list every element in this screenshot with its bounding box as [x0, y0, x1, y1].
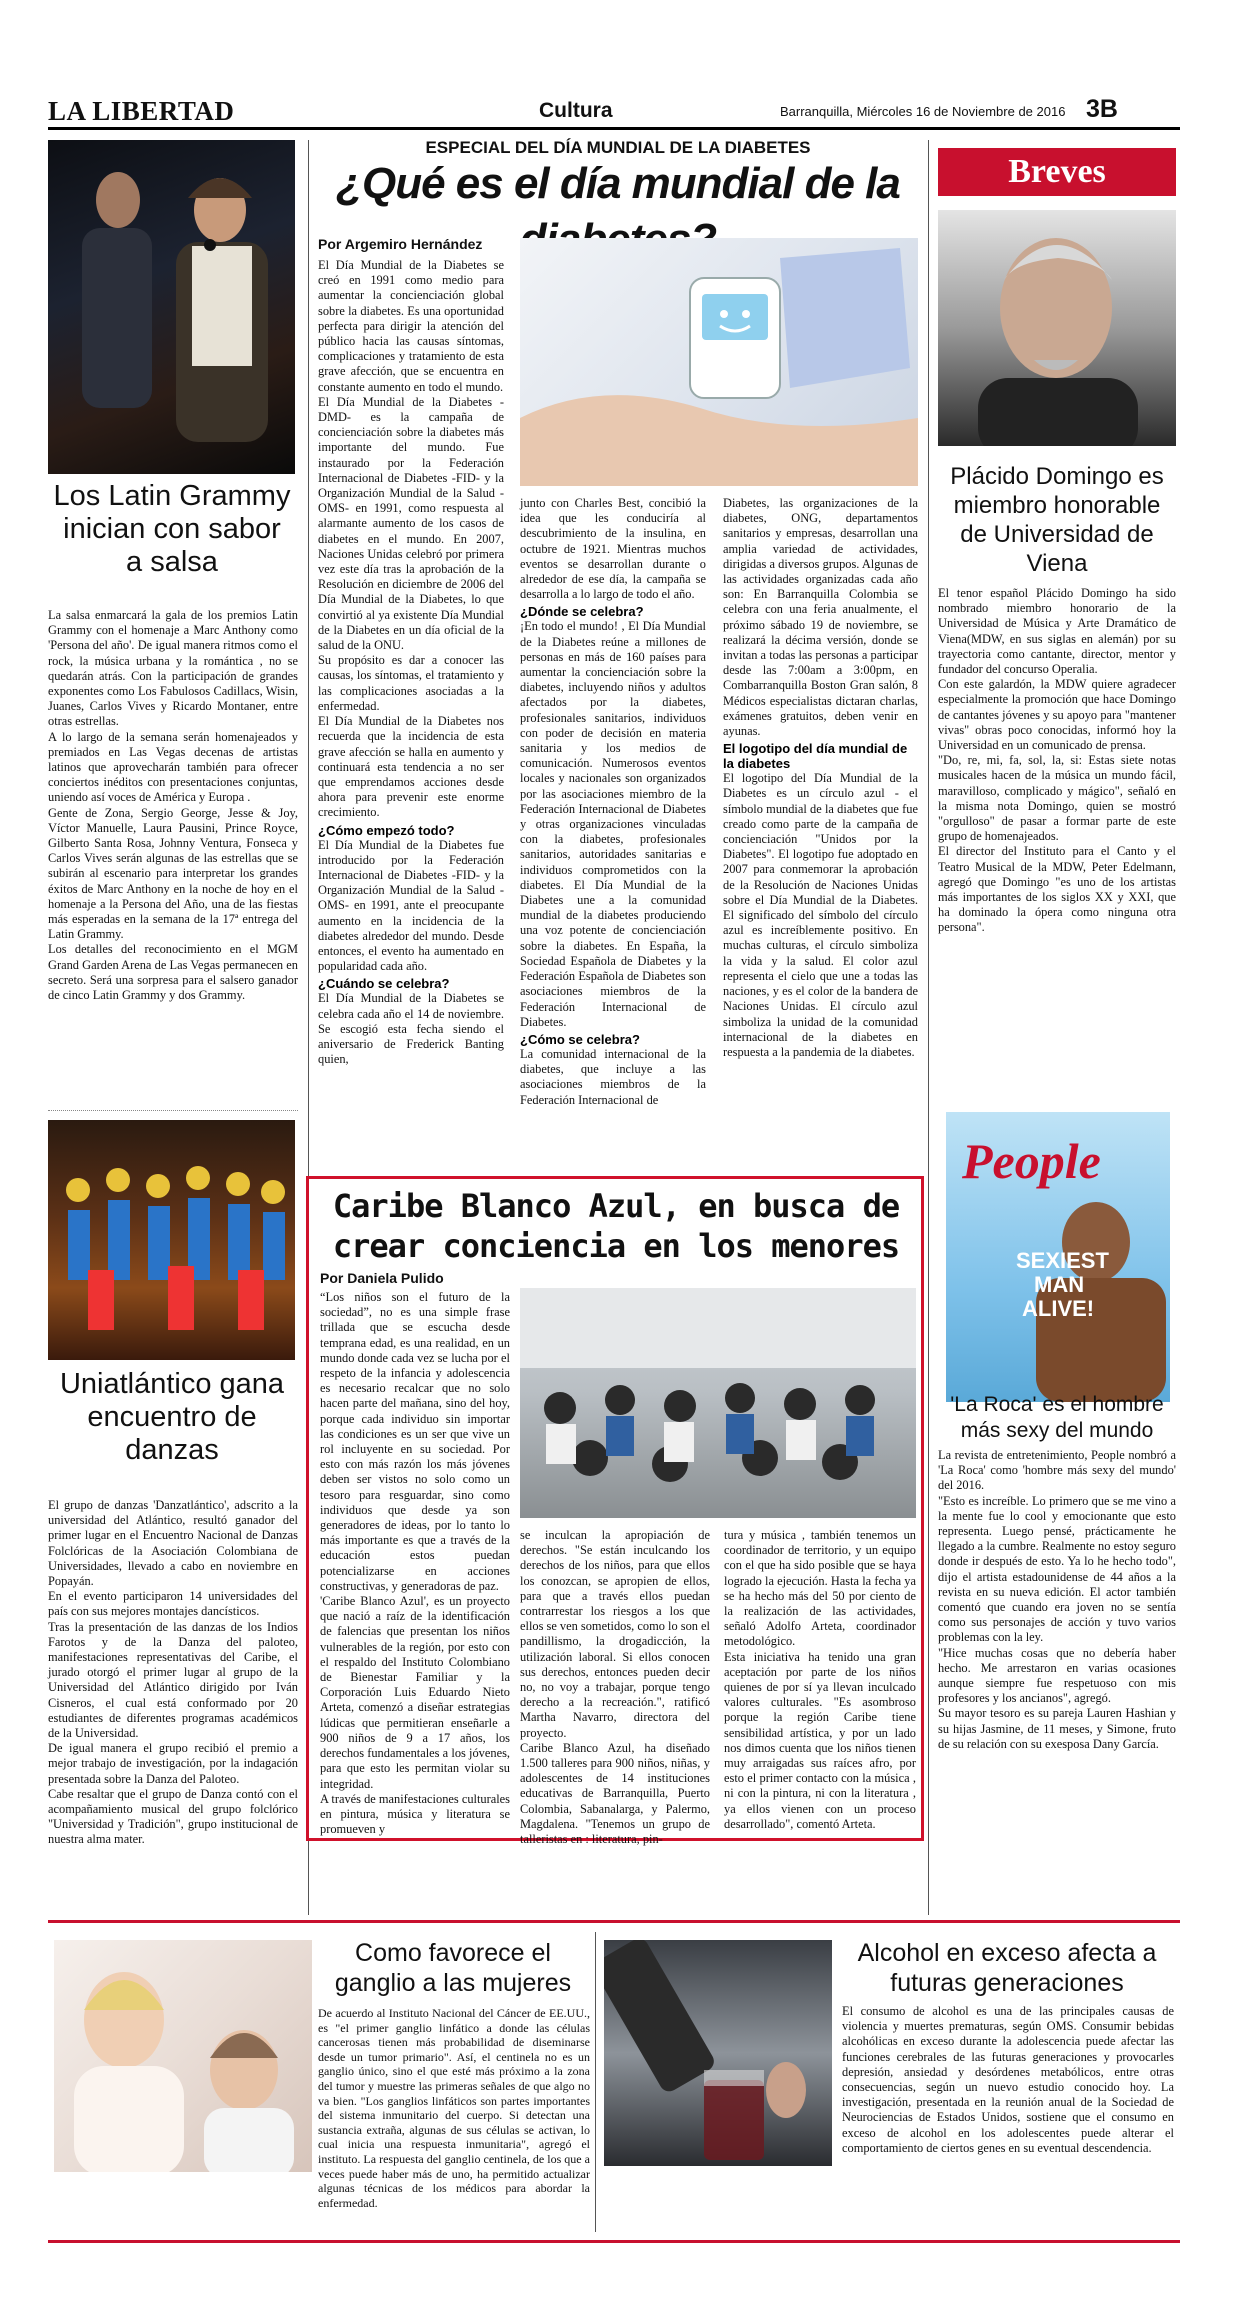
- domingo-photo: [938, 210, 1176, 446]
- diabetes-sub-donde: ¿Dónde se celebra?: [520, 604, 644, 620]
- caribe-title-line-1: Caribe Blanco Azul, en busca de: [332, 1187, 900, 1225]
- alcohol-title: Alcohol en exceso afecta a futuras generaciones: [857, 1939, 1157, 1997]
- diabetes-col3b-text: El logotipo del Día Mundial de la Diabetes es un círculo azul - el símbolo mundial de la diabetes que fue creado como parte de la campaña de concienciación "Unidos por la Diabetes". El logotipo fue adoptado en 2007 para conmemorar la aprobación de la Resolución de Naciones Unidas sobre el Día Mundial de la Diabetes. El significado del símbolo del círculo azul es increíblemente positivo. En muchas culturas, el círculo simboliza la vida y la salud. El color azul representa el cielo que une a todas las naciones, y es el color de la bandera de Naciones Unidas. El círculo azul simboliza la unidad de la comunidad internacional de la diabetes en respuesta a la pandemia de la diabetes.: [723, 771, 918, 1059]
- bottom-divider: [595, 1932, 596, 2232]
- diabetes-col-3: [723, 496, 918, 1060]
- roca-body: La revista de entretenimiento, People nombró a 'La Roca' como 'hombre más sexy del mundo' del 2016. "Esto es increíble. Lo primero que se me vino a la mente fue lo cool y emocionante que esto representa. Luego pensé, prácticamente he llegado a la cumbre. Realmente no estoy seguro donde ir después de esto. Ya lo he hecho todo", dijo el artista estadounidense de 44 años a la revista en su nueva edición. El actor también comentó que cuando era joven no se sentía como sus personajes de acción y tuvo varios problemas con la ley. "Hice muchas cosas que no debería haber hecho. Me arrestaron en varias ocasiones aunque siempre fue respetuoso con mis profesores y los ancianos", agregó. Su mayor tesoro es su pareja Lauren Hashian y su hijas Jasmine, de 11 meses, y Simone, fruto de su relación con su exesposa Dany García.: [938, 1448, 1176, 1751]
- diabetes-byline: Por Argemiro Hernández: [318, 236, 483, 252]
- diabetes-photo: [520, 238, 918, 486]
- caribe-col3-text: tura y música , también tenemos un coordinador de territorio, y un equipo con el que ha sido posible que se haya logrado la ejecución. Hasta la fecha ya se ha hecho más del 50 por ciento de la realización de las actividades, señaló Adolfo Arteta, coordinador metodológico. Esta iniciativa ha tenido una gran aceptación por parte de los niños quienes de por sí ya llevan inculcado valores culturales. "Es asombroso porque la región Caribe tiene sensibilidad artística, y por un lado nos dimos cuenta que los niños tienen muy arraigadas sus raíces afro, por esto el primer contacto con la música , ni con la pintura, ni con la literatura , ya ellos vienen con un proceso desarrollado", comentó Arteta.: [724, 1528, 916, 1831]
- dateline: Barranquilla, Miércoles 16 de Noviembre de 2016: [780, 104, 1066, 119]
- diabetes-col2b-text: ¡En todo el mundo! , El Día Mundial de la Diabetes reúne a millones de personas en más de 160 países para aumentar la concienciación sobre la diabetes, incluyendo niños y adultos afectados por la diabetes, profesionales sanitarios, individuos con poder de decisión en materia sanitaria y los medios de comunicación. Numerosos eventos locales y nacionales son organizados por las asociaciones miembro de la Federación Internacional de Diabetes y otras organizaciones vinculadas con la diabetes, profesionales sanitarios, autoridades sanitarias e individuos comprometidos con la diabetes. El Día Mundial de la Diabetes une a la comunidad mundial de la diabetes produciendo una voz potente de concienciación sobre la diabetes. En España, la Sociedad Española de Diabetes y la Federación Española de Diabetes son asociaciones miembros de la Federación Internacional de Diabetes.: [520, 619, 706, 1029]
- bottom-top-rule: [48, 1920, 1180, 1923]
- alcohol-photo: [604, 1940, 832, 2166]
- danzas-title: Uniatlántico gana encuentro de danzas: [59, 1368, 285, 1466]
- danzas-photo: [48, 1120, 295, 1360]
- ganglio-photo: [54, 1940, 312, 2172]
- diabetes-col3-text: Diabetes, las organizaciones de la diabetes, ONG, departamentos sanitarios y empresas, desarrollan una amplia variedad de actividades, dirigidas a diversos grupos. Algunas de las actividades organizadas cada año son: En Barranquilla Colombia se celebra con una feria anualmente, el próximo sábado 19 de noviembre, se realizará la décima versión, donde se invitan a todas las personas a participar desde las 7:00am a 3:00pm, en Combarranquilla Boston Gran salón, 8 Médicos especialistas dictaran charlas, exámenes gratuitos, deben venir en ayunas.: [723, 496, 918, 739]
- grammy-body: La salsa enmarcará la gala de los premios Latin Grammy con el homenaje a Marc Anthony como 'Persona del año'. De igual manera ritmos como el rock, la música urbana y la romántica , no se quedarán atrás. Con la participación de grandes exponentes como Los Fabulosos Cadillacs, Wisin, Juanes, Carlos Vives y Ricardo Montaner, entre otras estrellas. A lo largo de la semana serán homenajeados y premiados en Las Vegas decenas de artistas latinos que aprovecharán también para ofrecer conciertos inéditos con presentaciones conjuntas, uniendo así voces de América y Europa . Gente de Zona, Sergio George, Jesse & Joy, Víctor Manuelle, Laura Pausini, Prince Royce, Gilberto Santa Rosa, Johnny Ventura, Fonseca y Carlos Vives serán algunas de las estrellas que se subirán al escenario para interpretar los grandes éxitos de Marc Anthony en la noche de hoy en el homenaje a la Persona del Año, una de las fiestas más esperadas en la semana de la 17ª entrega del Latin Grammy. Los detalles del reconocimiento en el MGM Grand Garden Arena de Las Vegas permanecen en secreto. Será una sorpresa para el salsero ganador de cinco Latin Grammy y dos Grammy.: [48, 608, 298, 1003]
- diabetes-col2-text: junto con Charles Best, concibió la idea que les conduciría al descubrimiento de la insulina, en octubre de 1921. Mientras muchos eventos se desarrollan durante o alrededor de ese día, la campaña se desarrolla a lo largo de todo el año.: [520, 496, 706, 602]
- caribe-title-line-2: crear conciencia en los menores: [332, 1227, 900, 1265]
- diabetes-col1b-text: El Día Mundial de la Diabetes fue introducido por la Federación Internacional de Diabetes -FID- y la Organización Mundial de la Salud -OMS- en 1991, ante el preocupante aumento en la incidencia de la diabetes alrededor del mundo. Desde entonces, el evento ha aumentado en popularidad cada año.: [318, 837, 504, 974]
- diabetes-col-2: [520, 496, 706, 1108]
- grammy-title: Los Latin Grammy inician con sabor a salsa: [53, 480, 291, 578]
- people-cover-line-2: MAN: [1034, 1272, 1085, 1297]
- people-cover-line-3: ALIVE!: [1022, 1296, 1095, 1321]
- danzas-body: El grupo de danzas 'Danzatlántico', adscrito a la universidad del Atlántico, resultó ganador del primer lugar en el Encuentro Nacional de Danzas Folclóricas de la Asociación Colombiana de Universidades, llevado a cabo en noviembre en Popayán. En el evento participaron 14 universidades del país con sus mejores montajes dancísticos. Tras la presentación de las danzas de los Indios Farotos y de la Danza del paloteo, manifestaciones representativas del Caribe, el jurado otorgó el primer lugar al grupo de la Universidad del Atlántico dirigido por Iván Cisneros, el cual está conformado por 20 estudiantes de diferentes programas académicos de la Universidad. De igual manera el grupo recibió el premio a mejor trabajo de investigación, por la indagación presentada sobre la Danza del Paloteo. Cabe resaltar que el grupo de Danza contó con el acompañamiento musical del grupo folclórico "Universidad y Tradición", grupo institucional de nuestra alma mater.: [48, 1498, 298, 1847]
- masthead: LA LIBERTAD: [48, 96, 235, 126]
- ganglio-body: De acuerdo al Instituto Nacional del Cáncer de EE.UU., es "el primer ganglio linfático a donde las células cancerosas tienen más probabilidad de diseminarse desde un tumor primario". Así, el centinela no es un ganglio único, sino el que esté más próximo a la zona del tumor y muestre las primeras señales de que algo no va bien. "Los ganglios linfáticos son partes importantes del sistema inmunitario del cuerpo. Si detectan una sustancia extraña, algunas de sus células se activan, lo cual inicia una respuesta inmunitaria", agregó el instituto. La respuesta del ganglio centinela, de los que a veces puede haber más de uno, ha permitido actualizar algunas técnicas de los médicos para abordar la enfermedad.: [318, 2006, 590, 2210]
- diabetes-sub-como-empezo: ¿Cómo empezó todo?: [318, 822, 455, 838]
- grammy-photo: [48, 140, 295, 474]
- ganglio-title: Como favorece el ganglio a las mujeres: [334, 1939, 572, 1997]
- bottom-rule: [48, 2240, 1180, 2243]
- diabetes-sub-cuando: ¿Cuándo se celebra?: [318, 976, 450, 992]
- people-logo: People: [962, 1133, 1101, 1189]
- roca-title: 'La Roca' es el hombre más sexy del mundo: [950, 1393, 1164, 1442]
- diabetes-sub-como-celebra: ¿Cómo se celebra?: [520, 1031, 640, 1047]
- alcohol-body: El consumo de alcohol es una de las principales causas de violencia y muertes prematuras, según OMS. Consumir bebidas alcohólicas en exceso durante la adolescencia puede afectar las funciones cerebrales de las futuras generaciones y provocarles depresión, ansiedad y desórdenes metabólicos, entre otras consecuencias, según un nuevo estudio conocido hoy. La investigación, presentada en la reunión anual de la Sociedad de Neurociencias de Estados Unidos, sostiene que el consumo en exceso de alcohol en los adolescentes puede alterar el comportamiento de ciertos genes en su eventual descendencia.: [842, 2004, 1174, 2155]
- page-number: 3B: [1086, 95, 1118, 123]
- diabetes-col2c-text: La comunidad internacional de la diabetes, que incluye a las asociaciones miembros de la Federación Internacional de: [520, 1046, 706, 1107]
- diabetes-sub-logotipo: El logotipo del día mundial de la diabetes: [723, 741, 908, 772]
- domingo-body: El tenor español Plácido Domingo ha sido nombrado miembro honorario de la Universidad de Música y Arte Dramático de Viena(MDW, en sus siglas en alemán) por su trayectoria como cantante, director, mentor y fundador del concurso Operalia. Con este galardón, la MDW quiere agradecer especialmente la promoción que hace Domingo de cantantes jóvenes y su apoyo para "mantener vivas" obras poco conocidas, informó hoy la Universidad en un comunicado de prensa. "Do, re, mi, fa, sol, la, si: Estas siete notas musicales hacen de la música un mundo fácil, maravilloso, complicado y mágico", señaló en la misma nota Domingo, quien se mostró "orgulloso" de pasar a formar parte de este grupo de homenajeados. El director del Instituto para el Canto y el Teatro Musical de la MDW, Peter Edelmann, agregó que Domingo "es uno de los artistas más importantes de los siglos XX y XXI, que ha dominado la ópera como ninguna otra persona".: [938, 586, 1176, 935]
- section-name: Cultura: [539, 99, 613, 122]
- breves-banner: Breves: [938, 148, 1176, 196]
- diabetes-title: ¿Qué es el día mundial de la: [336, 159, 900, 208]
- caribe-photo: [520, 1288, 916, 1518]
- diabetes-col1c-text: El Día Mundial de la Diabetes se celebra cada año el 14 de noviembre. Se escogió esta fecha siendo el aniversario de Frederick Banting quien,: [318, 991, 504, 1067]
- header-rule: [48, 127, 1180, 130]
- caribe-col1-text: “Los niños son el futuro de la sociedad”, no es una simple frase trillada que se escucha desde temprana edad, es una realidad, en un mundo donde cada vez se lucha por el respeto de la infancia y adolescencia es necesario recalcar que no solo hacen parte del mañana, sino del hoy, porque cada individuo sin importar las condiciones es un ser que vive un rol incluyente en su sociedad. Por esto con más razón los más jóvenes deben ser vistos no solo como un tesoro para resguardar, sino como individuos que desde ya son generadores de ideas, por lo tanto lo más importante es que a través de la educación estos puedan potencializarse en acciones constructivas, y generadoras de paz. 'Caribe Blanco Azul', es un proyecto que nació a raíz de la identificación de falencias que presentan los niños vulnerables de la región, por esto con el respaldo del Instituto Colombiano de Bienestar Familiar y la Corporación Luis Eduardo Nieto Arteta, comenzó a diseñar estrategias lúdicas que permitieran enseñarle a 900 niños de 9 a 17 años, los derechos fundamentales a los jóvenes, para que esto les permitan violar su integridad. A través de manifestaciones culturales en pintura, música y literatura se promueven y: [320, 1290, 510, 1837]
- column-rule-right: [928, 140, 929, 1915]
- diabetes-col1-text: El Día Mundial de la Diabetes se creó en 1991 como medio para aumentar la concienciación global sobre la diabetes. Es una oportunidad perfecta para dirigir la atención del público hacia las causas síntomas, complicaciones y tratamiento de esta grave afección, que se encuentra en constante aumento en todo el mundo. El Día Mundial de la Diabetes -DMD- es la campaña de concienciación sobre la diabetes más importante del mundo. Fue instaurado por la Federación Internacional de Diabetes -FID- y la Organización Mundial de la Salud -OMS- en 1991, como respuesta al alarmante aumento de los casos de diabetes en el mundo. En 2007, Naciones Unidas celebró por primera vez este día tras la aprobación de la Resolución en diciembre de 2006 del Día Mundial de la Diabetes, lo que convirtió al ya existente Día Mundial de la Diabetes en un día oficial de la salud de la ONU. Su propósito es dar a conocer las causas, los síntomas, el tratamiento y las complicaciones asociadas a la enfermedad. El Día Mundial de la Diabetes nos recuerda que la incidencia de esta grave afección se halla en aumento y continuará esta tendencia a no ser que emprendamos acciones desde ahora para prevenir este enorme crecimiento.: [318, 258, 504, 820]
- diabetes-col-1: [318, 258, 504, 1067]
- diabetes-kicker: ESPECIAL DEL DÍA MUNDIAL DE LA DIABETES: [425, 138, 811, 157]
- people-cover-line-1: SEXIEST: [1016, 1248, 1109, 1273]
- people-cover: [946, 1112, 1170, 1402]
- caribe-col2-text: se inculcan la apropiación de derechos. "Se están inculcando los derechos de los niños, para que ellos los conozcan, se apropien de ellos, para que a través ellos puedan contrarrestar los riesgos a los que ellos se ven sometidos, como lo son el pandillismo, la drogadicción, la utilización laboral. Si ellos conocen sus derechos, entonces pueden decir no, no voy a trabajar, porque tengo derecho a la recreación.", ratificó Martha Navarro, directora del proyecto. Caribe Blanco Azul, ha diseñado 1.500 talleres para 900 niños, niñas, y adolescentes de 14 instituciones educativas de Barranquilla, Puerto Colombia, Sabanalarga, y Palermo, Magdalena. "Tenemos un grupo de talleristas en : literatura, pin-: [520, 1528, 710, 1847]
- domingo-title: Plácido Domingo es miembro honorable de Universidad de Viena: [950, 463, 1164, 577]
- caribe-byline: Por Daniela Pulido: [320, 1270, 444, 1286]
- grammy-separator: [48, 1110, 298, 1111]
